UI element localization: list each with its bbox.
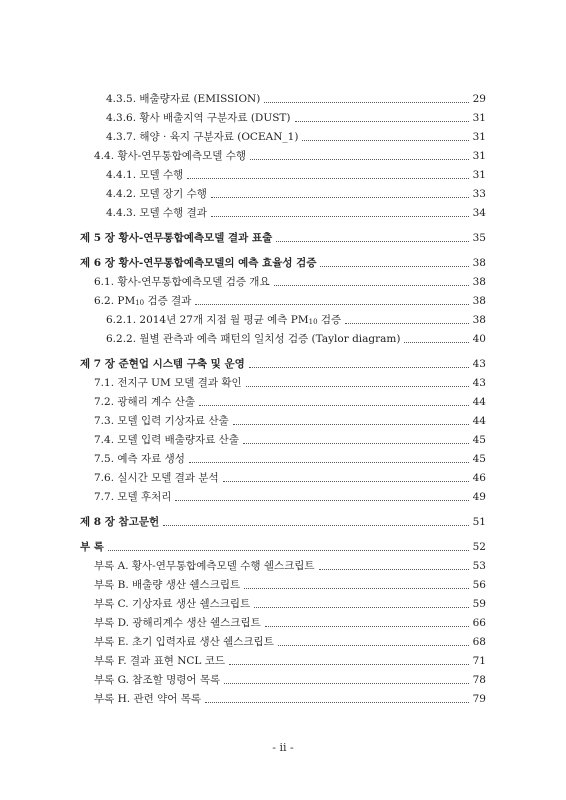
toc-entry-label: 4.3.6. 황사 배출지역 구분자료 (DUST) bbox=[106, 112, 291, 124]
toc-label-text: 검증 결과 bbox=[144, 295, 192, 307]
toc-entry[interactable] bbox=[80, 185, 486, 204]
toc-entry-label: 7.5. 예측 자료 생성 bbox=[94, 453, 185, 465]
toc-entry-page: 31 bbox=[472, 131, 486, 143]
dot-leader bbox=[189, 462, 469, 463]
dot-leader bbox=[205, 702, 469, 703]
toc-entry[interactable] bbox=[80, 412, 486, 431]
toc-entry-label: 부록 G. 참조할 명령어 목록 bbox=[94, 674, 221, 686]
dot-leader bbox=[195, 304, 468, 305]
toc-entry-label bbox=[94, 292, 195, 311]
toc-entry-label: 부록 A. 황사-연무통합예측모델 수행 쉘스크립트 bbox=[94, 560, 315, 572]
toc-entry-label: 부록 E. 초기 입력자료 생산 쉘스크립트 bbox=[94, 636, 274, 648]
dot-leader bbox=[175, 500, 468, 501]
toc-chapter-label: 부 록 bbox=[80, 541, 104, 553]
toc-entry[interactable] bbox=[80, 374, 486, 393]
toc-entry-page: 56 bbox=[472, 579, 486, 591]
toc-entry[interactable] bbox=[80, 311, 486, 330]
toc-entry-label: 4.4.3. 모델 수행 결과 bbox=[106, 207, 207, 219]
dot-leader bbox=[223, 481, 469, 482]
toc-entry-page: 38 bbox=[472, 276, 486, 288]
dot-leader bbox=[320, 266, 468, 267]
toc-entry[interactable] bbox=[80, 652, 486, 671]
toc-entry[interactable] bbox=[80, 633, 486, 652]
toc-entry[interactable] bbox=[80, 166, 486, 185]
subscript-text: 10 bbox=[308, 318, 318, 326]
toc-entry[interactable] bbox=[80, 690, 486, 709]
toc-entry-page: 31 bbox=[472, 150, 486, 162]
toc-entry[interactable] bbox=[80, 431, 486, 450]
dot-leader bbox=[233, 424, 469, 425]
toc-entry-page: 49 bbox=[472, 491, 486, 503]
toc-entry[interactable] bbox=[80, 292, 486, 311]
toc-entry-label: 7.1. 전지구 UM 모델 결과 확인 bbox=[94, 377, 242, 389]
toc-chapter-entry[interactable] bbox=[80, 538, 486, 557]
dot-leader bbox=[199, 405, 469, 406]
toc-entry-page: 33 bbox=[472, 188, 486, 200]
toc-entry-page: 40 bbox=[472, 333, 486, 345]
toc-entry[interactable] bbox=[80, 450, 486, 469]
toc-entry[interactable] bbox=[80, 128, 486, 147]
dot-leader bbox=[295, 121, 469, 122]
page-number: - ii - bbox=[272, 741, 294, 754]
toc-entry[interactable] bbox=[80, 330, 486, 349]
toc-entry-page: 59 bbox=[472, 598, 486, 610]
toc-entry-label: 4.3.7. 해양 · 육지 구분자료 (OCEAN_1) bbox=[106, 131, 299, 143]
toc-entry[interactable] bbox=[80, 671, 486, 690]
toc-entry-page: 51 bbox=[472, 516, 486, 528]
toc-entry-page: 45 bbox=[472, 434, 486, 446]
toc-entry[interactable] bbox=[80, 469, 486, 488]
toc-entry-label bbox=[106, 311, 345, 330]
toc-chapter-entry[interactable] bbox=[80, 513, 486, 532]
toc-entry-label: 7.7. 모델 후처리 bbox=[94, 491, 172, 503]
dot-leader bbox=[211, 216, 469, 217]
dot-leader bbox=[345, 323, 468, 324]
dot-leader bbox=[264, 102, 468, 103]
toc-entry-page: 46 bbox=[472, 472, 486, 484]
toc-entry[interactable] bbox=[80, 595, 486, 614]
toc-entry-label: 부록 C. 기상자료 생산 쉘스크립트 bbox=[94, 598, 251, 610]
toc-entry[interactable] bbox=[80, 147, 486, 166]
toc-entry[interactable] bbox=[80, 614, 486, 633]
dot-leader bbox=[229, 664, 469, 665]
toc-chapter-label: 제 7 장 준현업 시스템 구축 및 운영 bbox=[80, 358, 245, 370]
toc-entry-page: 34 bbox=[472, 207, 486, 219]
toc-chapter-entry[interactable] bbox=[80, 355, 486, 374]
toc-entry-label: 7.6. 실시간 모델 결과 분석 bbox=[94, 472, 219, 484]
dot-leader bbox=[274, 285, 469, 286]
toc-label-text: 검증 bbox=[317, 314, 342, 326]
toc-chapter-label: 제 8 장 참고문헌 bbox=[80, 516, 160, 528]
toc-entry-label: 4.3.5. 배출량자료 (EMISSION) bbox=[106, 93, 261, 105]
dot-leader bbox=[302, 140, 468, 141]
toc-entry[interactable] bbox=[80, 393, 486, 412]
dot-leader bbox=[108, 550, 469, 551]
dot-leader bbox=[250, 159, 469, 160]
toc-entry-page: 78 bbox=[472, 674, 486, 686]
toc-entry-page: 29 bbox=[472, 93, 486, 105]
toc-label-text: 6.2. PM bbox=[94, 295, 136, 307]
toc-entry-page: 38 bbox=[472, 314, 486, 326]
dot-leader bbox=[249, 367, 469, 368]
toc-entry-page: 43 bbox=[472, 377, 486, 389]
toc-entry-page: 45 bbox=[472, 453, 486, 465]
toc-entry-page: 38 bbox=[472, 295, 486, 307]
toc-entry-label: 부록 B. 배출량 생산 쉘스크립트 bbox=[94, 579, 241, 591]
dot-leader bbox=[187, 178, 468, 179]
toc-chapter-label: 제 6 장 황사-연무통합예측모델의 예측 효율성 검증 bbox=[80, 257, 317, 269]
toc-entry[interactable] bbox=[80, 204, 486, 223]
toc-entry-page: 52 bbox=[472, 541, 486, 553]
toc-entry[interactable] bbox=[80, 557, 486, 576]
toc-entry-label: 6.1. 황사-연무통합예측모델 검증 개요 bbox=[94, 276, 270, 288]
toc-entry-page: 31 bbox=[472, 169, 486, 181]
toc-entry-page: 53 bbox=[472, 560, 486, 572]
toc-entry-page: 35 bbox=[472, 232, 486, 244]
toc-entry-label: 7.4. 모델 입력 배출량자료 산출 bbox=[94, 434, 239, 446]
subscript-text: 10 bbox=[135, 299, 145, 307]
toc-entry[interactable] bbox=[80, 576, 486, 595]
toc-entry-page: 38 bbox=[472, 257, 486, 269]
dot-leader bbox=[278, 645, 469, 646]
toc-entry-page: 71 bbox=[472, 655, 486, 667]
toc-entry-page: 68 bbox=[472, 636, 486, 648]
dot-leader bbox=[265, 626, 469, 627]
toc-entry-page: 66 bbox=[472, 617, 486, 629]
dot-leader bbox=[246, 386, 469, 387]
toc-chapter-label: 제 5 장 황사-연무통합예측모델 결과 표출 bbox=[80, 232, 273, 244]
toc-entry[interactable] bbox=[80, 90, 486, 109]
dot-leader bbox=[244, 588, 469, 589]
table-of-contents bbox=[80, 90, 486, 709]
dot-leader bbox=[224, 683, 468, 684]
dot-leader bbox=[243, 443, 469, 444]
toc-entry-label: 부록 D. 광해리계수 생산 쉘스크립트 bbox=[94, 617, 261, 629]
toc-entry-label: 부록 F. 결과 표현 NCL 코드 bbox=[94, 655, 226, 667]
toc-chapter-entry[interactable] bbox=[80, 229, 486, 248]
toc-entry-label: 4.4.1. 모델 수행 bbox=[106, 169, 184, 181]
dot-leader bbox=[404, 342, 468, 343]
toc-entry-label: 4.4. 황사-연무통합예측모델 수행 bbox=[94, 150, 246, 162]
dot-leader bbox=[211, 197, 469, 198]
toc-label-text: 6.2.1. 2014년 27개 지점 월 평균 예측 PM bbox=[106, 314, 309, 326]
toc-entry[interactable] bbox=[80, 488, 486, 507]
dot-leader bbox=[254, 607, 468, 608]
toc-entry-page: 43 bbox=[472, 358, 486, 370]
toc-entry-label: 7.2. 광해리 계수 산출 bbox=[94, 396, 196, 408]
toc-entry-page: 44 bbox=[472, 396, 486, 408]
dot-leader bbox=[276, 241, 468, 242]
toc-entry-label: 부록 H. 관련 약어 목록 bbox=[94, 693, 201, 705]
toc-entry-page: 31 bbox=[472, 112, 486, 124]
dot-leader bbox=[163, 525, 468, 526]
toc-entry-label: 4.4.2. 모델 장기 수행 bbox=[106, 188, 207, 200]
toc-entry-page: 44 bbox=[472, 415, 486, 427]
toc-entry-label: 7.3. 모델 입력 기상자료 산출 bbox=[94, 415, 229, 427]
dot-leader bbox=[319, 569, 469, 570]
toc-entry-label: 6.2.2. 월별 관측과 예측 패턴의 일치성 검증 (Taylor diagram) bbox=[106, 333, 401, 345]
toc-chapter-entry[interactable] bbox=[80, 254, 486, 273]
toc-entry[interactable] bbox=[80, 109, 486, 128]
toc-entry-page: 79 bbox=[472, 693, 486, 705]
toc-entry[interactable] bbox=[80, 273, 486, 292]
